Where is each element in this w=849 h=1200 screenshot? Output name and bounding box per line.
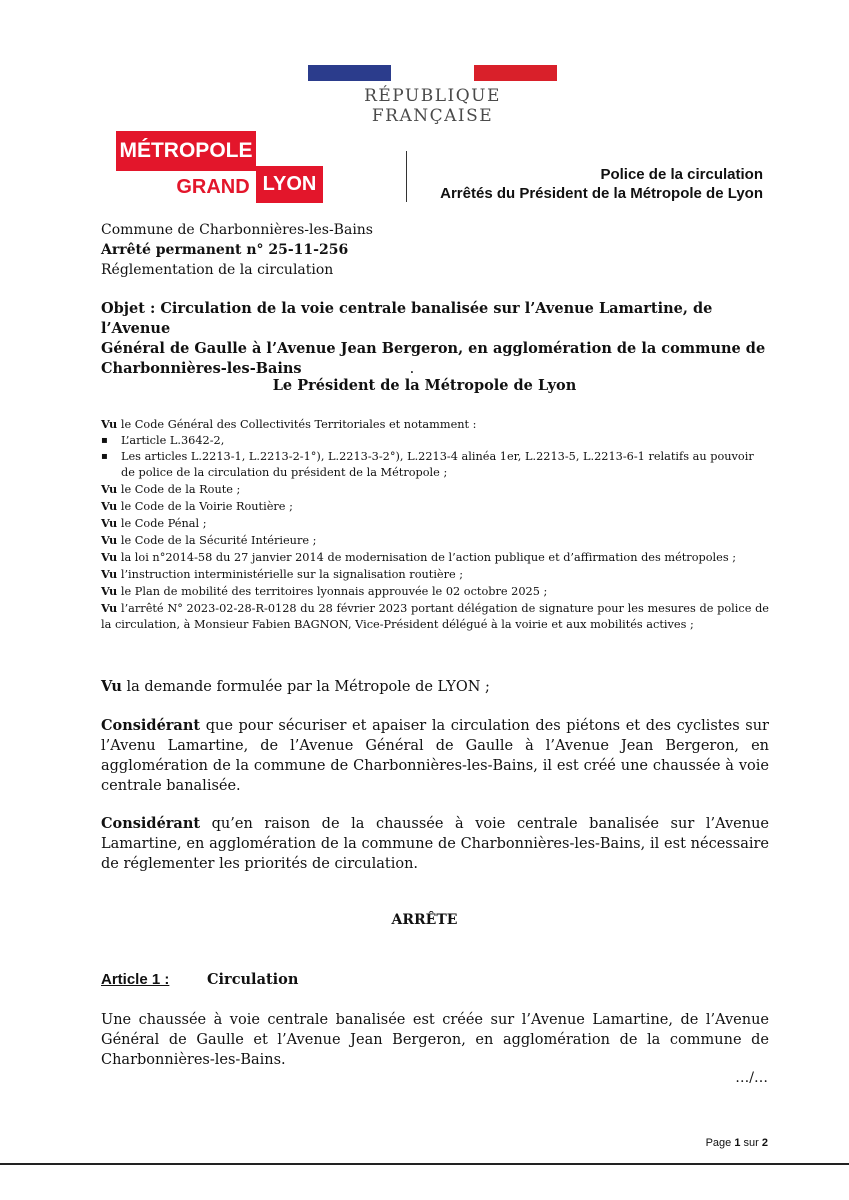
considerant-1	[101, 716, 769, 796]
objet-trailing-dot: .	[409, 361, 415, 377]
vu-plan	[101, 583, 769, 600]
republique-francaise-label: RÉPUBLIQUE FRANÇAISE	[364, 86, 501, 126]
objet-line-2: Général de Gaulle à l’Avenue Jean Bergeron, en agglomération de la commune de	[101, 340, 766, 357]
vu-keyword: Vu	[101, 516, 118, 530]
vu-keyword: Vu	[101, 601, 118, 615]
considerant-text: que pour sécuriser et apaiser la circulation des piétons et des cyclistes sur l’Avenu Lamartine, de l’Avenue Général de Gaulle à l’Avenue Jean Bergeron, en agglomération de la commune de Charbonnières-les-Bains, il est créé une chaussée à voie centrale banalisée.	[101, 718, 769, 794]
objet-block	[101, 299, 769, 379]
article-1-label: Article 1 :	[101, 971, 170, 988]
vu-text: le Code de la Voirie Routière ;	[117, 500, 293, 513]
footer-rule	[0, 1163, 849, 1165]
vu-text: le Code Général des Collectivités Territoriales et notamment :	[117, 418, 477, 431]
vu-text: le Code de la Sécurité Intérieure ;	[117, 534, 317, 547]
vu-keyword: Vu	[101, 533, 118, 547]
considerant-keyword: Considérant	[101, 815, 201, 832]
arrete-number: Arrêté permanent n° 25-11-256	[101, 242, 349, 258]
header-arretes-label: Arrêtés du Président de la Métropole de Lyon	[440, 185, 763, 202]
page-total: 2	[761, 1137, 768, 1149]
vu-bullet-2: ▪ Les articles L.2213-1, L.2213-2-1°), L.2213-3-2°), L.2213-4 alinéa 1er, L.2213-5, L.2213-6-1 relatifs au pouvoir de police de la circulation du président de la Métropole ;	[101, 449, 769, 481]
vu-route	[101, 481, 769, 498]
demande-text: la demande formulée par la Métropole de LYON ;	[121, 679, 490, 695]
logo-metropole: MÉTROPOLE	[116, 131, 256, 171]
vu-text: l’instruction interministérielle sur la signalisation routière ;	[117, 568, 464, 581]
objet-line-3-text: Charbonnières-les-Bains	[101, 360, 302, 377]
commune-label: Commune de Charbonnières-les-Bains	[101, 222, 373, 238]
flag-white	[391, 65, 474, 81]
vu-keyword: Vu	[101, 584, 118, 598]
header-divider	[406, 151, 407, 202]
considerant-text: qu’en raison de la chaussée à voie centrale banalisée sur l’Avenue Lamartine, en agglomération de la commune de Charbonnières-les-Bains, il est nécessaire de réglementer les priorités de circulation.	[101, 816, 769, 872]
article-1-body	[101, 1010, 769, 1070]
vu-keyword: Vu	[101, 499, 118, 513]
reglementation-label: Réglementation de la circulation	[101, 262, 334, 278]
arrete-heading: ARRÊTE	[391, 912, 458, 928]
republique-francaise-flag	[308, 65, 557, 81]
vu-keyword: Vu	[101, 567, 118, 581]
document-meta	[101, 220, 373, 280]
page-current: 1	[734, 1137, 741, 1149]
vu-text: le Code de la Route ;	[117, 483, 241, 496]
vu-text: la loi n°2014-58 du 27 janvier 2014 de modernisation de l’action publique et d’affirmation des métropoles ;	[117, 551, 737, 564]
page-word: Page	[705, 1137, 732, 1149]
vu-text: le Code Pénal ;	[117, 517, 207, 530]
vu-arrete-delegation	[101, 600, 769, 633]
vu-loi	[101, 549, 769, 566]
visas-list	[101, 416, 769, 633]
considerant-2	[101, 814, 769, 874]
header-title-block	[440, 165, 763, 203]
vu-voirie	[101, 498, 769, 515]
president-title: Le Président de la Métropole de Lyon	[272, 377, 577, 394]
article-1-title: Circulation	[207, 971, 299, 988]
vu-demande	[101, 677, 769, 697]
vu-penal	[101, 515, 769, 532]
vu-keyword: Vu	[101, 417, 118, 431]
logo-lyon: LYON	[256, 166, 323, 203]
page-sep: sur	[743, 1137, 759, 1149]
page-number	[706, 1137, 768, 1149]
vu-instruction	[101, 566, 769, 583]
article-1-text: Une chaussée à voie centrale banalisée est créée sur l’Avenue Lamartine, de l’Avenue Général de Gaulle et l’Avenue Jean Bergeron, en agglomération de la commune de Charbonnières-les-Bains.	[101, 1012, 769, 1068]
vu-securite	[101, 532, 769, 549]
objet-line-1: Objet : Circulation de la voie centrale banalisée sur l’Avenue Lamartine, de l’Avenue	[101, 300, 713, 337]
vu-keyword: Vu	[101, 678, 122, 695]
header-police-label: Police de la circulation	[600, 166, 763, 183]
vu-cgct	[101, 416, 769, 433]
vu-text: l’arrêté N° 2023-02-28-R-0128 du 28 février 2023 portant délégation de signature pour les mesures de police de la circulation, à Monsieur Fabien BAGNON, Vice-Président délégué à la voirie et aux mobilités actives ;	[101, 602, 769, 631]
vu-keyword: Vu	[101, 550, 118, 564]
continuation-mark: …/…	[735, 1070, 768, 1086]
logo-grand: GRAND	[176, 175, 250, 198]
vu-text: le Plan de mobilité des territoires lyonnais approuvée le 02 octobre 2025 ;	[117, 585, 548, 598]
vu-bullet-1: ▪ L’article L.3642-2,	[101, 433, 769, 449]
objet-line-3	[101, 359, 769, 379]
considerant-keyword: Considérant	[101, 717, 201, 734]
flag-red	[474, 65, 557, 81]
flag-blue	[308, 65, 391, 81]
vu-keyword: Vu	[101, 482, 118, 496]
